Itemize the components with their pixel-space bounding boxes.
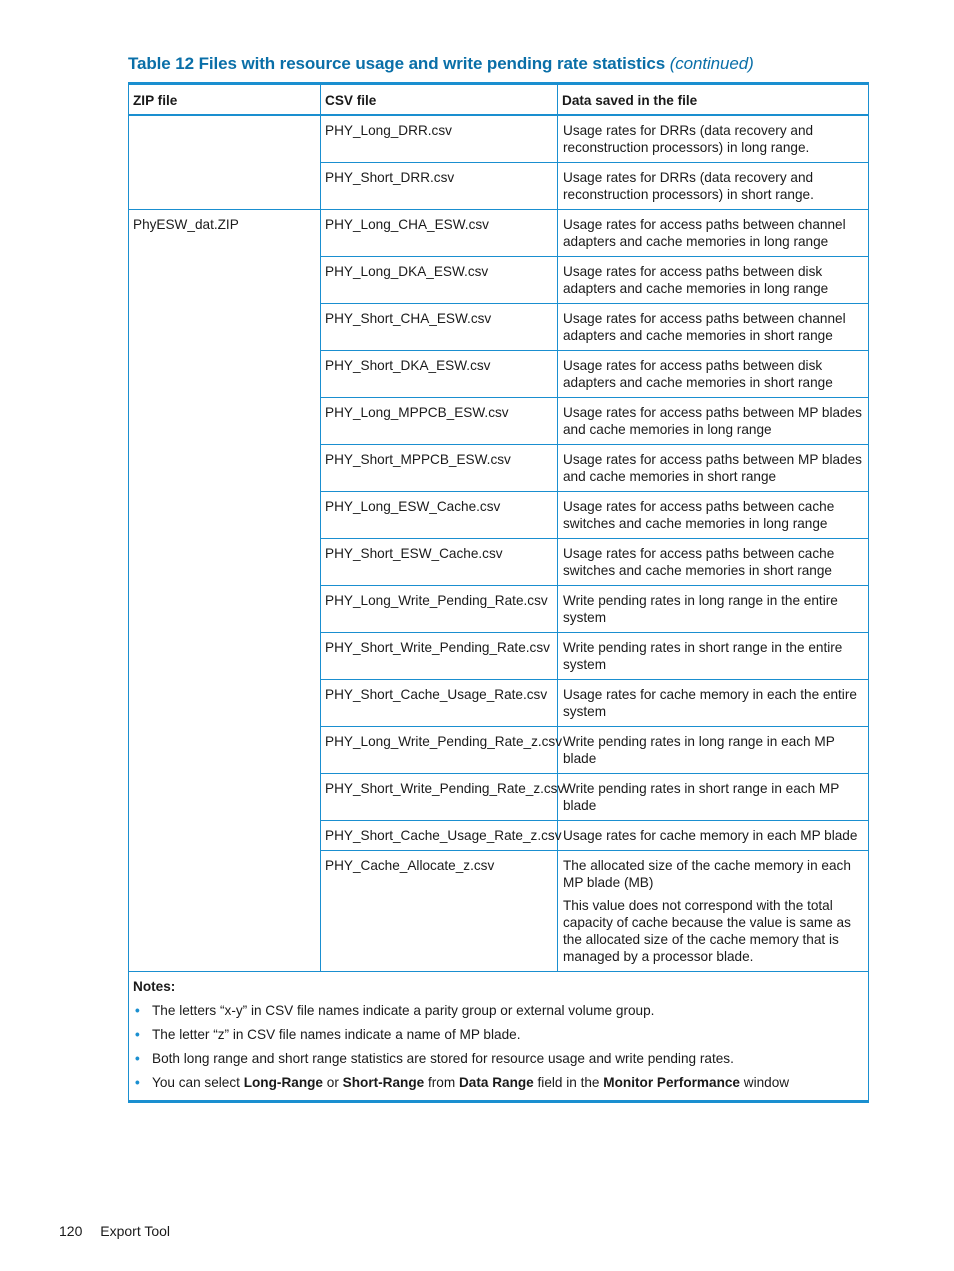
data-saved-text: Usage rates for access paths between channel adapters and cache memories in short range <box>563 311 846 343</box>
data-saved-text: Usage rates for cache memory in each the entire system <box>563 687 857 719</box>
data-saved-cell <box>558 115 869 163</box>
csv-file-cell: PHY_Cache_Allocate_z.csv <box>321 851 558 972</box>
zip-file-cell: PhyESW_dat.ZIP <box>129 210 321 972</box>
data-saved-text: Usage rates for access paths between channel adapters and cache memories in long range <box>563 217 846 249</box>
note-term: Monitor Performance <box>603 1075 740 1090</box>
data-saved-cell <box>558 680 869 727</box>
csv-file-cell: PHY_Long_CHA_ESW.csv <box>321 210 558 257</box>
csv-file-cell: PHY_Short_CHA_ESW.csv <box>321 304 558 351</box>
table-row <box>129 115 869 163</box>
csv-file-cell: PHY_Long_Write_Pending_Rate_z.csv <box>321 727 558 774</box>
data-saved-cell <box>558 633 869 680</box>
note-item <box>133 1002 864 1019</box>
bullet-icon: • <box>135 1075 140 1090</box>
files-table <box>128 82 869 1103</box>
data-saved-text: Usage rates for access paths between disk adapters and cache memories in short range <box>563 358 833 390</box>
note-term: Long-Range <box>243 1075 323 1090</box>
data-saved-cell <box>558 304 869 351</box>
data-saved-cell <box>558 351 869 398</box>
data-saved-cell <box>558 492 869 539</box>
header-csv-file: CSV file <box>321 84 558 116</box>
data-saved-text: Usage rates for access paths between MP blades and cache memories in short range <box>563 452 862 484</box>
note-text: You can select <box>152 1075 244 1090</box>
csv-file-cell: PHY_Long_ESW_Cache.csv <box>321 492 558 539</box>
note-text: window <box>740 1075 790 1090</box>
data-saved-cell <box>558 210 869 257</box>
table-caption <box>128 54 754 74</box>
data-saved-text: Usage rates for access paths between cache switches and cache memories in short range <box>563 546 835 578</box>
csv-file-cell: PHY_Short_Cache_Usage_Rate.csv <box>321 680 558 727</box>
header-zip-file: ZIP file <box>129 84 321 116</box>
page-footer <box>59 1223 170 1239</box>
note-text: or <box>323 1075 343 1090</box>
notes-cell <box>129 972 869 1102</box>
csv-file-cell: PHY_Short_Write_Pending_Rate_z.csv <box>321 774 558 821</box>
data-saved-cell <box>558 727 869 774</box>
notes-title: Notes: <box>133 979 176 994</box>
csv-file-cell: PHY_Long_MPPCB_ESW.csv <box>321 398 558 445</box>
data-saved-text: Write pending rates in short range in the entire system <box>563 640 843 672</box>
csv-file-cell: PHY_Short_Cache_Usage_Rate_z.csv <box>321 821 558 851</box>
data-saved-cell <box>558 445 869 492</box>
data-saved-text: Usage rates for DRRs (data recovery and reconstruction processors) in short range. <box>563 170 814 202</box>
table-header-row <box>129 84 869 116</box>
bullet-icon: • <box>135 1027 140 1042</box>
data-saved-cell <box>558 774 869 821</box>
csv-file-cell: PHY_Short_MPPCB_ESW.csv <box>321 445 558 492</box>
note-text: The letters “x-y” in CSV file names indicate a parity group or external volume group. <box>152 1003 655 1018</box>
notes-row <box>129 972 869 1102</box>
note-text: field in the <box>533 1075 604 1090</box>
csv-file-cell: PHY_Long_DRR.csv <box>321 115 558 163</box>
data-saved-cell <box>558 586 869 633</box>
note-text: from <box>424 1075 459 1090</box>
data-saved-text: Usage rates for access paths between disk adapters and cache memories in long range <box>563 264 829 296</box>
data-saved-cell <box>558 539 869 586</box>
data-saved-text: Write pending rates in long range in the entire system <box>563 593 838 625</box>
note-item <box>133 1074 864 1091</box>
table-caption-title: Table 12 Files with resource usage and write pending rate statistics <box>128 54 666 73</box>
csv-file-cell: PHY_Short_ESW_Cache.csv <box>321 539 558 586</box>
note-item <box>133 1026 864 1043</box>
header-data-saved: Data saved in the file <box>558 84 869 116</box>
bullet-icon: • <box>135 1051 140 1066</box>
note-term: Short-Range <box>342 1075 425 1090</box>
footer-section: Export Tool <box>100 1223 171 1239</box>
bullet-icon: • <box>135 1003 140 1018</box>
data-saved-text: Usage rates for access paths between MP blades and cache memories in long range <box>563 405 862 437</box>
note-text: The letter “z” in CSV file names indicate a name of MP blade. <box>152 1027 521 1042</box>
csv-file-cell: PHY_Short_DRR.csv <box>321 163 558 210</box>
data-saved-text: Usage rates for cache memory in each MP blade <box>563 828 858 843</box>
data-saved-text: Write pending rates in long range in each MP blade <box>563 734 835 766</box>
data-saved-text: Usage rates for access paths between cache switches and cache memories in long range <box>563 499 835 531</box>
data-saved-text: The allocated size of the cache memory in each MP blade (MB) <box>563 858 851 890</box>
csv-file-cell: PHY_Short_DKA_ESW.csv <box>321 351 558 398</box>
data-saved-cell <box>558 257 869 304</box>
csv-file-cell: PHY_Short_Write_Pending_Rate.csv <box>321 633 558 680</box>
note-term: Data Range <box>458 1075 534 1090</box>
data-saved-cell <box>558 163 869 210</box>
data-saved-cell <box>558 398 869 445</box>
zip-file-cell <box>129 115 321 210</box>
note-text: Both long range and short range statistics are stored for resource usage and write pending rates. <box>152 1051 734 1066</box>
data-saved-cell <box>558 821 869 851</box>
data-saved-text: Write pending rates in short range in each MP blade <box>563 781 840 813</box>
csv-file-cell: PHY_Long_Write_Pending_Rate.csv <box>321 586 558 633</box>
table-row <box>129 210 869 257</box>
csv-file-cell: PHY_Long_DKA_ESW.csv <box>321 257 558 304</box>
data-saved-text: Usage rates for DRRs (data recovery and reconstruction processors) in long range. <box>563 123 814 155</box>
table-body <box>129 115 869 1102</box>
data-saved-cell <box>558 851 869 972</box>
data-saved-note: This value does not correspond with the total capacity of cache because the value is same as the allocated size of the cache memory that is managed by a processor blade. <box>563 898 851 964</box>
note-item <box>133 1050 864 1067</box>
notes-list <box>133 1002 864 1091</box>
page-number: 120 <box>59 1223 83 1239</box>
table-caption-continued: (continued) <box>669 54 754 73</box>
